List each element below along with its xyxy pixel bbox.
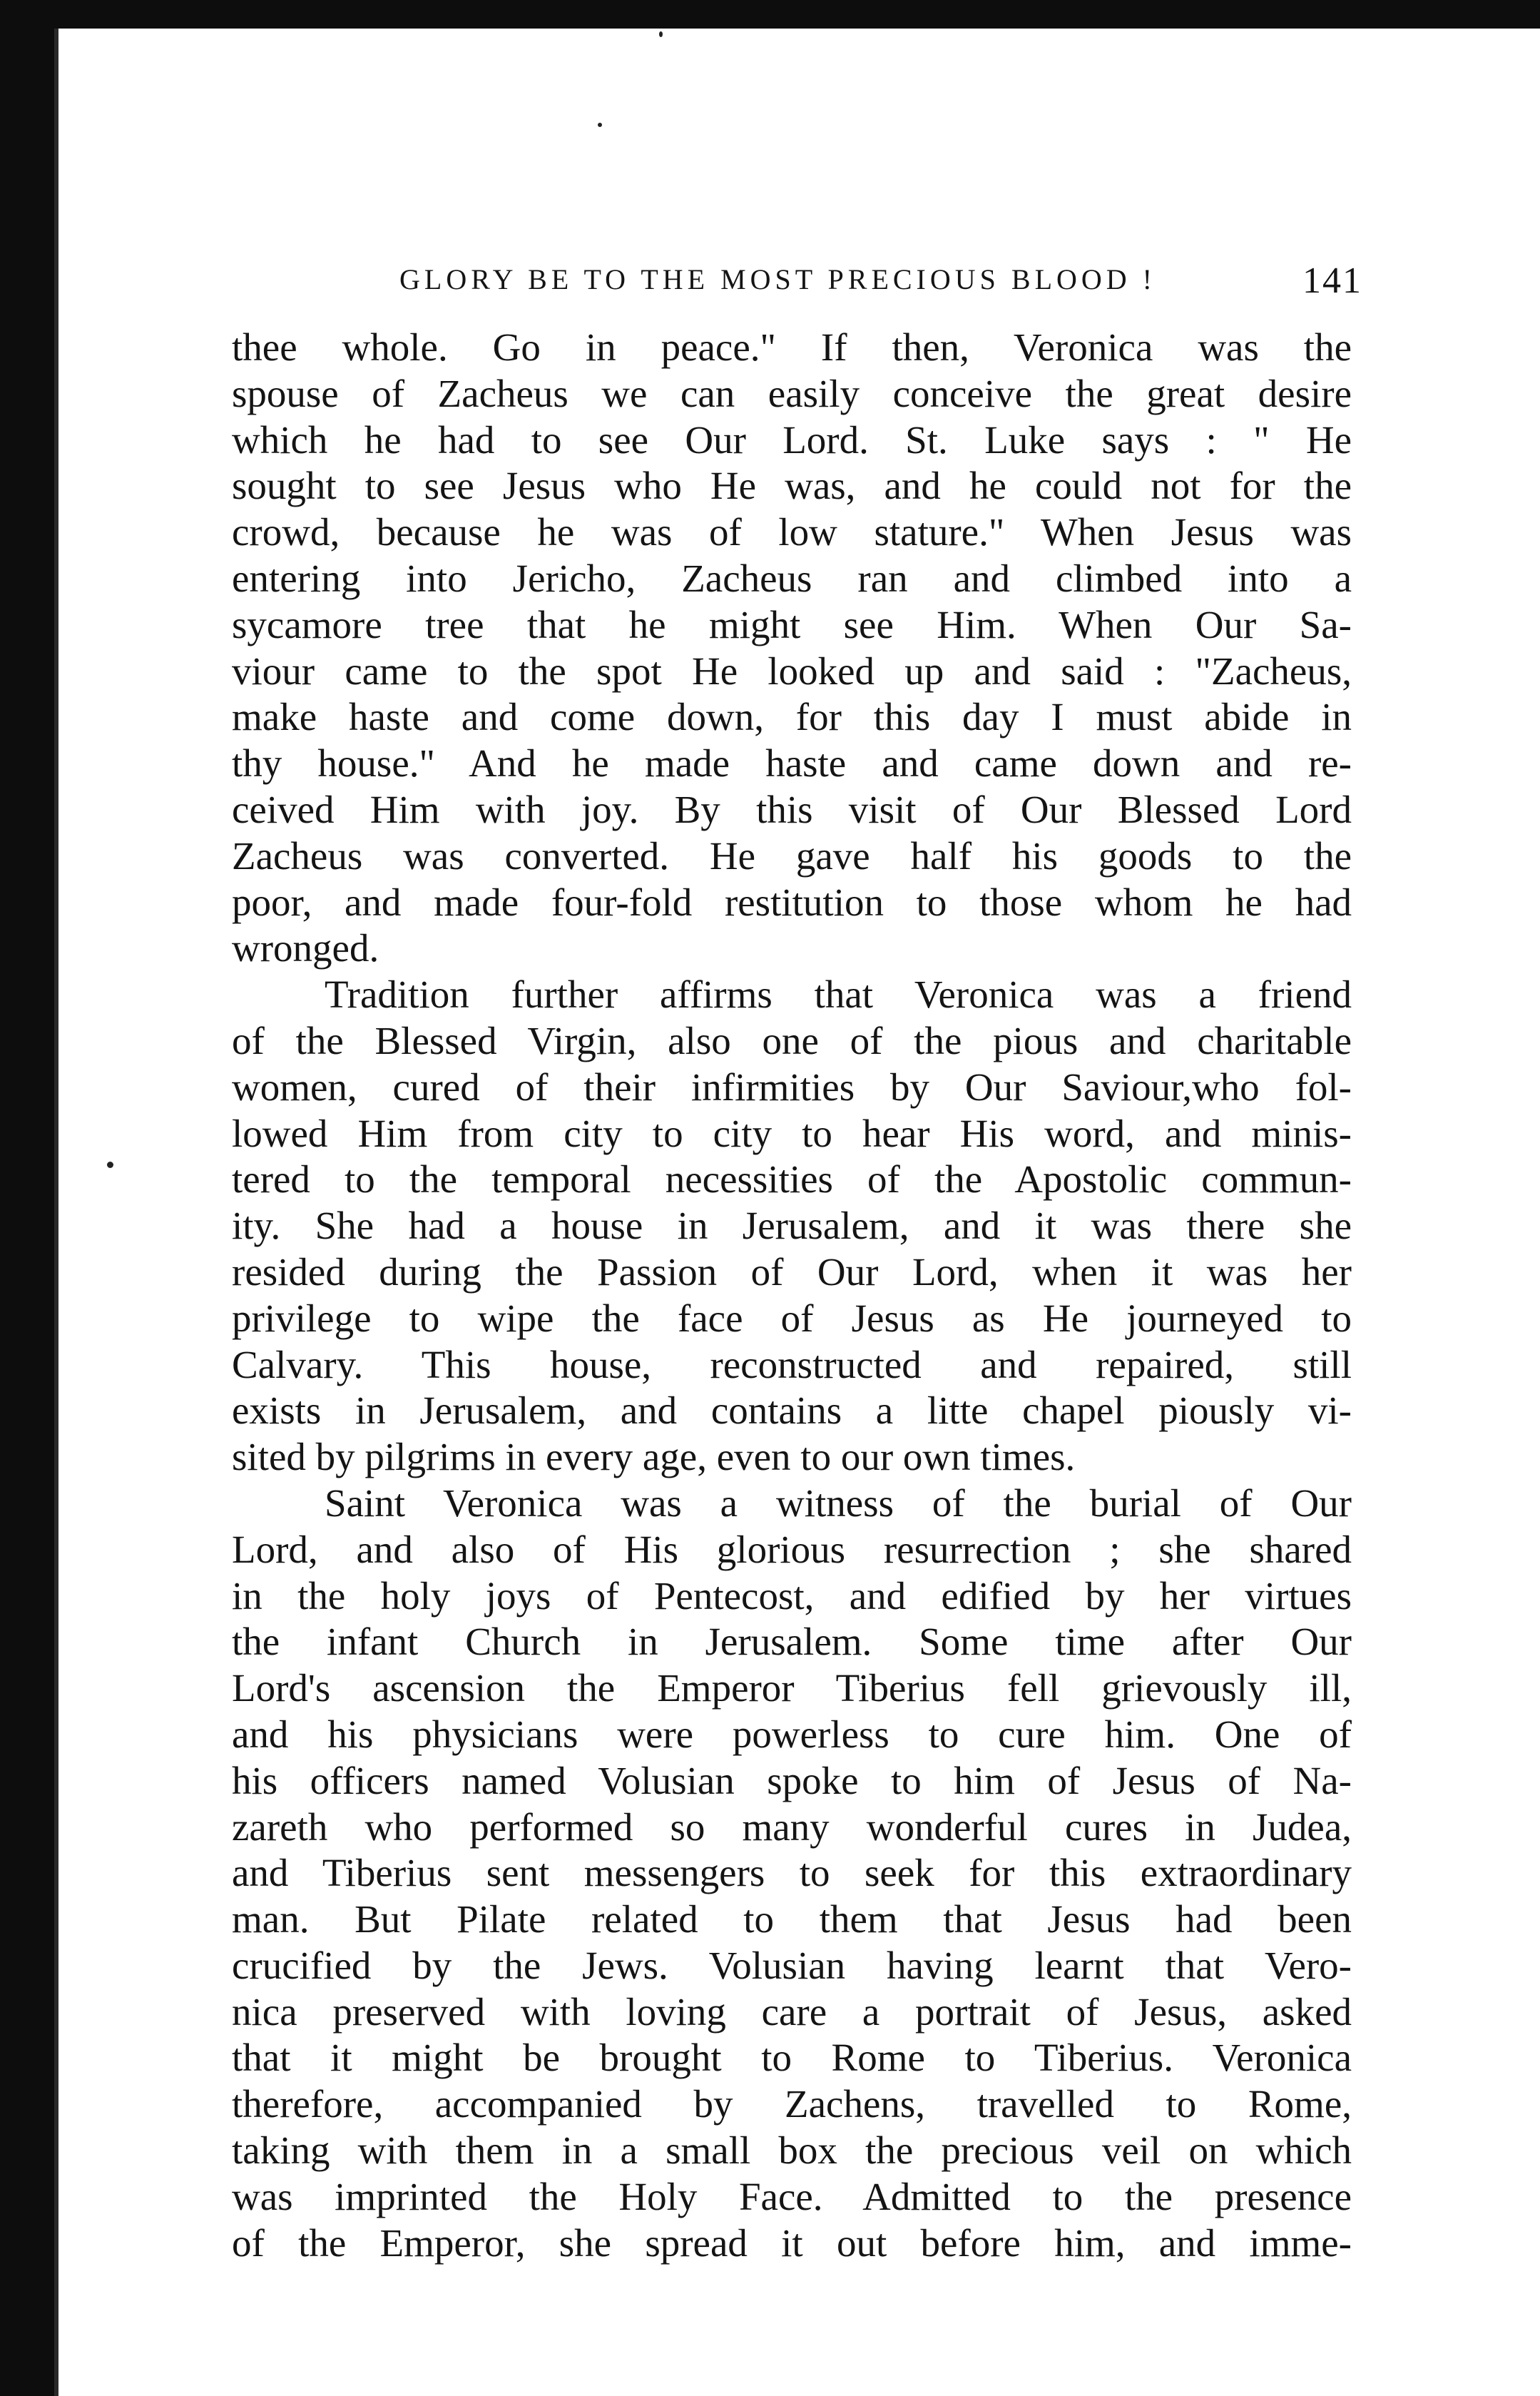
scan-border-left	[0, 0, 54, 2396]
scan-speck	[659, 31, 663, 37]
text-line: the infant Church in Jerusalem. Some time after Our	[232, 1620, 1352, 1664]
text-line: was imprinted the Holy Face. Admitted to the presence	[232, 2174, 1352, 2218]
scan-border-top	[0, 0, 1540, 29]
text-line: viour came to the spot He looked up and said : "Zacheus,	[232, 649, 1352, 693]
text-line: entering into Jericho, Zacheus ran and climbed into a	[232, 556, 1352, 600]
text-line: thee whole. Go in peace." If then, Veronica was the	[232, 325, 1352, 369]
text-line: Lord's ascension the Emperor Tiberius fell grievously ill,	[232, 1666, 1352, 1710]
text-line: Zacheus was converted. He gave half his goods to the	[232, 833, 1352, 878]
text-line: sought to see Jesus who He was, and he could not for the	[232, 464, 1352, 508]
text-line: man. But Pilate related to them that Jesus had been	[232, 1897, 1352, 1941]
text-line: Tradition further affirms that Veronica was a friend	[325, 973, 1352, 1017]
text-line: taking with them in a small box the precious veil on which	[232, 2128, 1352, 2173]
text-line: his officers named Volusian spoke to him of Jesus of Na-	[232, 1758, 1352, 1802]
text-line: of the Emperor, she spread it out before him, and imme-	[232, 2220, 1352, 2265]
text-line: women, cured of their infirmities by Our Saviour,who fol-	[232, 1065, 1352, 1109]
text-line: sited by pilgrims in every age, even to our own times.	[232, 1435, 1076, 1479]
text-line: zareth who performed so many wonderful cures in Judea,	[232, 1804, 1352, 1849]
text-line: and Tiberius sent messengers to seek for this extraordinary	[232, 1851, 1352, 1895]
text-line: and his physicians were powerless to cure him. One of	[232, 1712, 1352, 1756]
text-line: Saint Veronica was a witness of the burial of Our	[325, 1481, 1352, 1525]
body-text	[232, 325, 1352, 2266]
text-line: exists in Jerusalem, and contains a litte chapel piously vi-	[232, 1389, 1352, 1433]
text-line: privilege to wipe the face of Jesus as He journeyed to	[232, 1296, 1352, 1340]
text-line: in the holy joys of Pentecost, and edified by her virtues	[232, 1573, 1352, 1618]
text-line: wronged.	[232, 926, 379, 970]
scan-speck	[107, 1162, 113, 1168]
text-line: crowd, because he was of low stature." When Jesus was	[232, 510, 1352, 554]
scan-speck	[598, 123, 602, 127]
text-line: of the Blessed Virgin, also one of the pious and charitable	[232, 1018, 1352, 1062]
text-line: make haste and come down, for this day I must abide in	[232, 695, 1352, 739]
scan-border-left-shadow	[54, 29, 58, 2396]
text-line: sycamore tree that he might see Him. When Our Sa-	[232, 602, 1352, 646]
text-line: which he had to see Our Lord. St. Luke says : " He	[232, 417, 1352, 462]
running-head	[399, 260, 1362, 305]
text-line: poor, and made four-fold restitution to those whom he had	[232, 880, 1352, 924]
text-line: that it might be brought to Rome to Tiberius. Veronica	[232, 2036, 1352, 2080]
text-line: crucified by the Jews. Volusian having learnt that Vero-	[232, 1943, 1352, 1987]
text-line: thy house." And he made haste and came down and re-	[232, 741, 1352, 786]
text-line: ity. She had a house in Jerusalem, and it was there she	[232, 1204, 1352, 1248]
text-line: therefore, accompanied by Zachens, travelled to Rome,	[232, 2082, 1352, 2126]
text-line: resided during the Passion of Our Lord, when it was her	[232, 1249, 1352, 1294]
text-line: tered to the temporal necessities of the Apostolic commun-	[232, 1157, 1352, 1202]
text-line: Lord, and also of His glorious resurrection ; she shared	[232, 1527, 1352, 1571]
page-number: 141	[1302, 260, 1362, 301]
text-line: ceived Him with joy. By this visit of Our Blessed Lord	[232, 787, 1352, 831]
running-head-title: GLORY BE TO THE MOST PRECIOUS BLOOD !	[399, 263, 1156, 295]
text-line: spouse of Zacheus we can easily conceive the great desire	[232, 371, 1352, 415]
text-line: lowed Him from city to city to hear His word, and minis-	[232, 1111, 1352, 1155]
text-line: Calvary. This house, reconstructed and repaired, still	[232, 1342, 1352, 1386]
text-line: nica preserved with loving care a portrait of Jesus, asked	[232, 1989, 1352, 2034]
